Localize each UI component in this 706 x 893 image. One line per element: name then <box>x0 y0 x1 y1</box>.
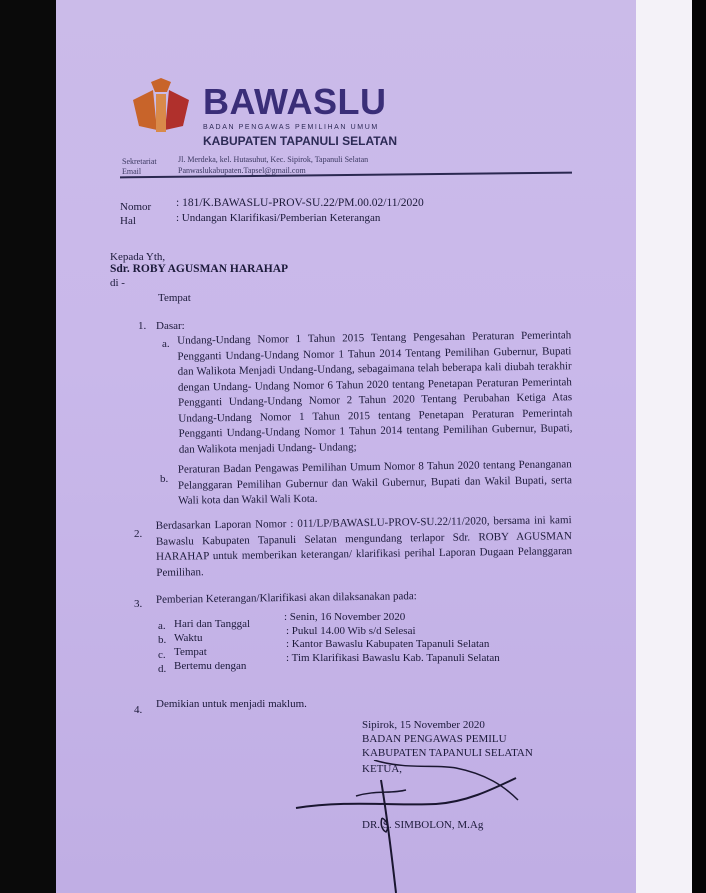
region-name: KABUPATEN TAPANULI SELATAN <box>203 134 397 148</box>
schedule-letter: b. <box>158 634 167 646</box>
schedule-value: : Tim Klarifikasi Bawaslu Kab. Tapanuli Selatan <box>286 652 500 664</box>
nomor-label: Nomor <box>120 201 152 213</box>
item-1-number: 1. <box>138 320 147 332</box>
greeting: Kepada Yth, <box>110 251 166 263</box>
schedule-label: Bertemu dengan <box>174 660 247 672</box>
brand-name: BAWASLU <box>203 81 387 122</box>
item-1-title: Dasar: <box>156 320 185 332</box>
item-1b-letter: b. <box>160 473 169 485</box>
item-1b-text: Peraturan Badan Pengawas Pemilihan Umum Nomor 8 Tahun 2020 tentang Penanganan Pelanggaran Pemilihan Gubernur dan Wakil Gubernur, Bupati dan Wakil Bupati, serta Wali kota dan Wakil Wali Kota. <box>177 458 573 507</box>
nomor-value: : 181/K.BAWASLU-PROV-SU.22/PM.00.02/11/2020 <box>176 197 424 209</box>
photo-background-right <box>636 0 692 893</box>
agency-name: BADAN PENGAWAS PEMILIHAN UMUM <box>203 124 379 131</box>
item-2-text: Berdasarkan Laporan Nomor : 011/LP/BAWASLU-PROV-SU.22/11/2020, bersama ini kami Bawaslu Kabupaten Tapanuli Selatan mengundang terlapor Sdr. ROBY AGUSMAN HARAHAP untuk memberikan keterangan/ klarifikasi perihal Laporan Dugaan Pelanggaran Pemilihan. <box>155 514 573 579</box>
schedule-letter: a. <box>158 620 166 632</box>
schedule-label: Hari dan Tanggal <box>174 618 251 630</box>
schedule-letter: c. <box>158 649 166 661</box>
schedule-label: Tempat <box>174 646 207 658</box>
secretariat-label: Sekretariat <box>122 157 157 166</box>
schedule-letter: d. <box>158 663 167 675</box>
schedule-value: : Pukul 14.00 Wib s/d Selesai <box>286 625 416 637</box>
bawaslu-logo-icon <box>131 78 191 138</box>
hal-value: : Undangan Klarifikasi/Pemberian Keterangan <box>176 212 381 224</box>
item-2-number: 2. <box>134 528 143 540</box>
item-3-number: 3. <box>134 598 143 610</box>
photo-background-left <box>0 0 56 893</box>
schedule-value: : Kantor Bawaslu Kabupaten Tapanuli Selatan <box>286 638 490 650</box>
signature-place-date: Sipirok, 15 November 2020 <box>362 719 485 731</box>
item-1a-text: Undang-Undang Nomor 1 Tahun 2015 Tentang Pengesahan Peraturan Pemerintah Pengganti Undang-Undang Nomor 1 Tahun 2014 Tentang Pemilihan Gubernur, Bupati dan Walikota Menjadi Undang-Undang, sebagaimana telah beberapa kali diubah terakhir dengan Undang- Undang Nomor 6 Tahun 2020 tentang Penetapan Peraturan Pemerintah Pengganti Undang-Undang Nomor 2 Tahun 2020 Tentang Perubahan Ketiga Atas Undang-Undang Nomor 1 Tahun 2015 tentang Penetapan Peraturan Pemerintah Pengganti Undang-Undang Nomor 1 Tahun 2014 tentang Pemilihan Gubernur, Bupati, dan Walikota menjadi Undang- Undang; <box>177 329 573 456</box>
handwritten-signature-icon <box>286 760 546 893</box>
photo-background-edge <box>692 0 706 893</box>
signature-line-2: KABUPATEN TAPANULI SELATAN <box>362 747 533 759</box>
signature-line-3: KETUA, <box>362 763 403 775</box>
secretariat-address: Jl. Merdeka, kel. Hutasuhut, Kec. Sipirok, Tapanuli Selatan <box>178 155 369 164</box>
email-address: Panwaslukabupaten.Tapsel@gmail.com <box>178 166 306 175</box>
item-3-text: Pemberian Keterangan/Klarifikasi akan dilaksanakan pada: <box>155 590 417 606</box>
item-4-number: 4. <box>134 704 143 716</box>
recipient-place: Tempat <box>158 292 191 304</box>
email-label: Email <box>122 167 142 176</box>
recipient-di: di - <box>110 277 125 289</box>
schedule-value: : Senin, 16 November 2020 <box>284 611 406 623</box>
schedule-label: Waktu <box>174 632 203 644</box>
item-1a-letter: a. <box>162 338 170 350</box>
signatory-name: DR. S. SIMBOLON, M.Ag <box>362 819 484 831</box>
hal-label: Hal <box>120 215 136 227</box>
signature-line-1: BADAN PENGAWAS PEMILU <box>362 733 507 745</box>
letter-page <box>56 0 636 893</box>
item-4-text: Demikian untuk menjadi maklum. <box>156 698 307 710</box>
recipient-name: Sdr. ROBY AGUSMAN HARAHAP <box>110 263 289 275</box>
